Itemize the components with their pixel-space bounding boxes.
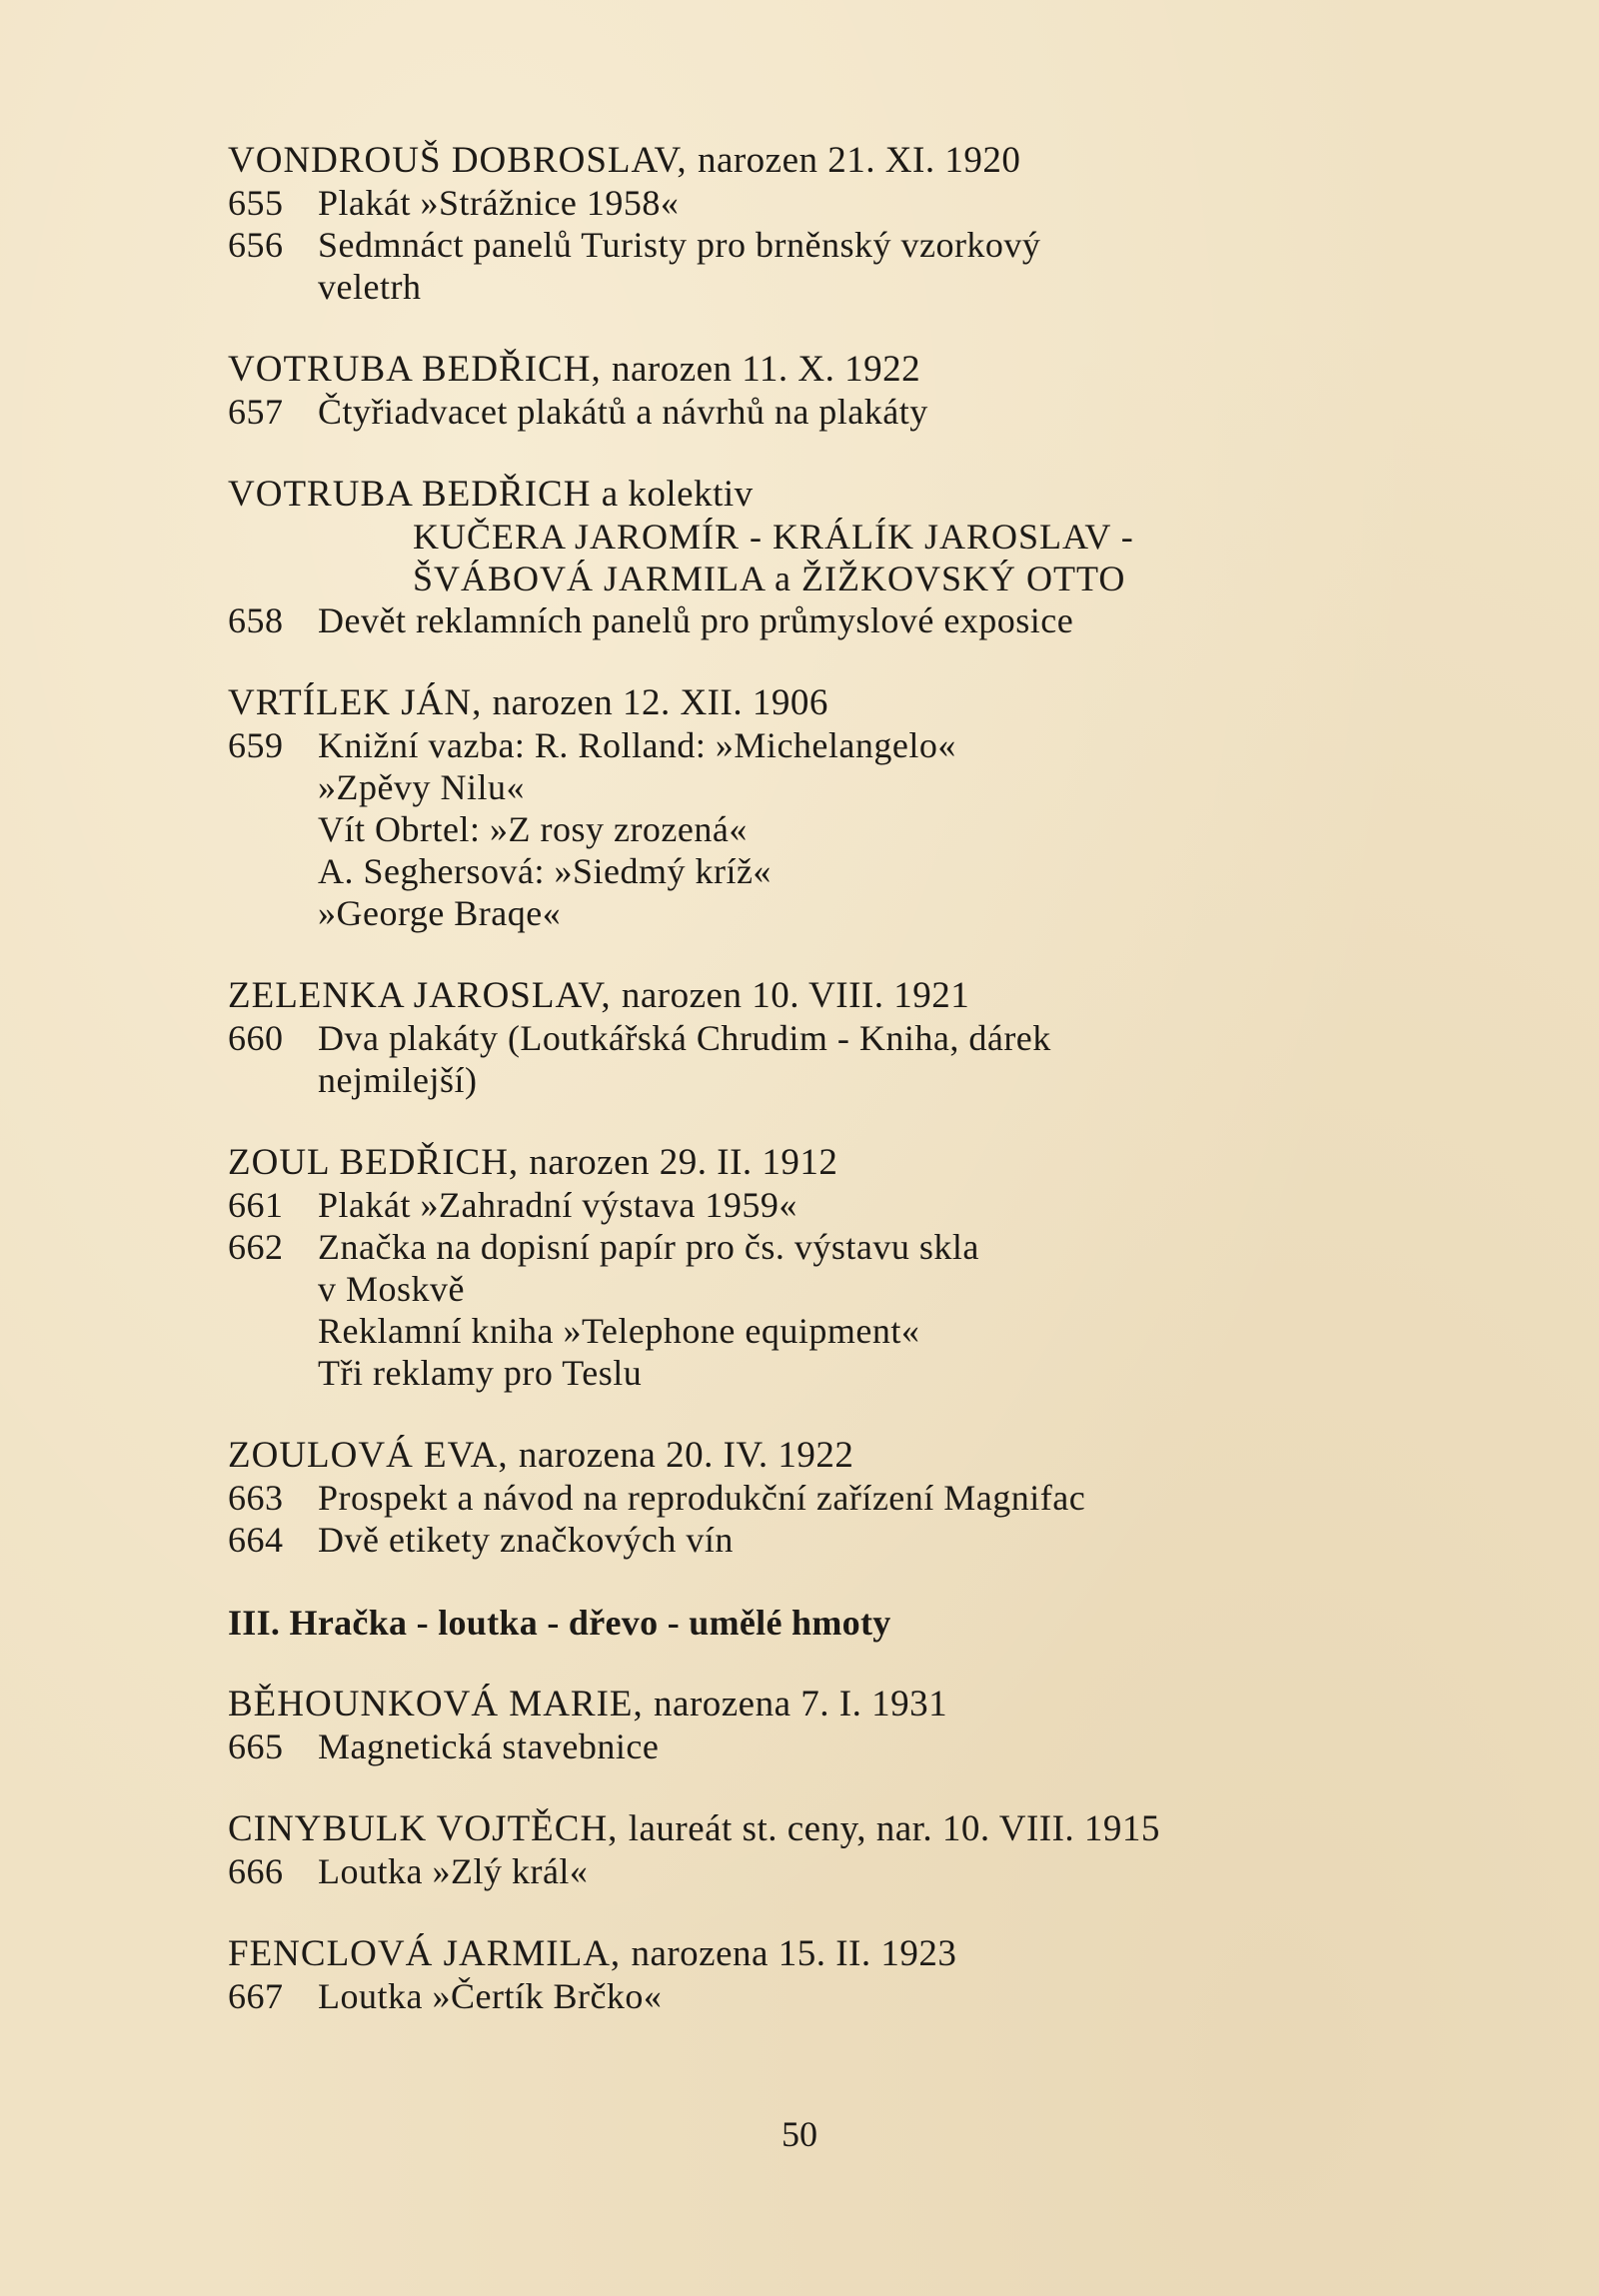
item-number: 659 [228,725,284,765]
catalog-entry [228,1435,1427,1561]
author-name: ZOUL BEDŘICH, [228,1142,520,1183]
item-description: veletrh [318,267,422,307]
item-description: Plakát »Strážnice 1958« [318,183,680,223]
item-number: 667 [228,1976,284,2016]
author-dates: a kolektiv [601,474,754,515]
item-description: »Zpěvy Nilu« [318,767,525,807]
item-number: 660 [228,1018,284,1058]
catalog-item-line [228,724,1427,766]
page-number: 50 [782,2114,817,2154]
catalog-entry [228,474,1427,641]
catalog-item-line [228,850,1427,892]
author-dates: narozena 15. II. 1923 [631,1933,957,1974]
item-number: 655 [228,183,284,223]
catalog-entry [228,140,1427,308]
catalog-item-line [228,1059,1427,1101]
entries-list-toys [228,1684,1427,2017]
item-number: 666 [228,1851,284,1891]
catalog-entry [228,682,1427,934]
entry-heading [228,975,1427,1017]
item-number: 665 [228,1726,284,1766]
item-description: Loutka »Zlý král« [318,1851,589,1891]
author-name: ZOULOVÁ EVA, [228,1435,509,1476]
catalog-entry [228,975,1427,1101]
item-description: Loutka »Čertík Brčko« [318,1976,663,2016]
catalog-item-line [228,892,1427,934]
catalog-item-line [228,1477,1427,1519]
author-name: ZELENKA JAROSLAV, [228,975,612,1016]
catalog-item-line [228,1725,1427,1767]
item-number: 657 [228,392,284,432]
page-content [228,140,1427,2058]
author-dates: narozena 20. IV. 1922 [518,1435,854,1476]
item-description: Knižní vazba: R. Rolland: »Michelangelo« [318,725,956,765]
catalog-item-line [228,391,1427,433]
catalog-entry [228,1808,1427,1892]
entry-heading [228,1435,1427,1477]
item-description: Značka na dopisní papír pro čs. výstavu skla [318,1227,979,1267]
item-number: 663 [228,1478,284,1518]
item-number: 664 [228,1520,284,1560]
catalog-item-line [228,766,1427,808]
catalog-item-line [228,1519,1427,1561]
entry-heading [228,474,1427,516]
author-name: CINYBULK VOJTĚCH, [228,1808,619,1849]
item-description: Čtyřiadvacet plakátů a návrhů na plakáty [318,392,928,432]
catalog-item-line [228,266,1427,308]
catalog-item-line [228,1850,1427,1892]
catalog-item-line [228,1184,1427,1226]
item-description: Prospekt a návod na reprodukční zařízení Magnifac [318,1478,1086,1518]
item-description: nejmilejší) [318,1060,478,1100]
catalog-item-line [228,1310,1427,1352]
entry-heading [228,1808,1427,1850]
item-description: »George Braqe« [318,893,562,933]
entry-heading [228,140,1427,182]
catalog-item-line [228,224,1427,266]
catalog-entry [228,1933,1427,2017]
entry-heading [228,349,1427,391]
entry-heading [228,1684,1427,1725]
author-dates: narozen 12. XII. 1906 [492,682,828,723]
author-name: BĚHOUNKOVÁ MARIE, [228,1684,644,1724]
catalog-item-line [228,182,1427,224]
author-dates: laureát st. ceny, nar. 10. VIII. 1915 [628,1808,1160,1849]
catalog-entry [228,1142,1427,1394]
author-name: VOTRUBA BEDŘICH, [228,349,602,390]
entry-heading [228,1933,1427,1975]
item-description: A. Seghersová: »Siedmý kríž« [318,851,772,891]
entry-heading [228,1142,1427,1184]
author-dates: narozen 11. X. 1922 [611,349,921,390]
item-description: Sedmnáct panelů Turisty pro brněnský vzorkový [318,225,1041,265]
author-name: VONDROUŠ DOBROSLAV, [228,140,688,181]
item-description: Vít Obrtel: »Z rosy zrozená« [318,809,748,849]
collaborator-line: ŠVÁBOVÁ JARMILA a ŽIŽKOVSKÝ OTTO [413,559,1126,598]
section-heading: III. Hračka - loutka - dřevo - umělé hmoty [228,1603,891,1643]
author-name: FENCLOVÁ JARMILA, [228,1933,622,1974]
entries-list-designers [228,140,1427,1561]
item-description: Dva plakáty (Loutkářská Chrudim - Kniha, dárek [318,1018,1051,1058]
author-dates: narozen 29. II. 1912 [529,1142,838,1183]
catalog-item-line [228,1352,1427,1394]
author-dates: narozen 21. XI. 1920 [697,140,1021,181]
collaborator-line: KUČERA JAROMÍR - KRÁLÍK JAROSLAV - [413,517,1134,557]
catalog-item-line [228,1268,1427,1310]
catalog-item-line [228,808,1427,850]
catalog-item-line [228,599,1427,641]
catalog-item-line [228,1226,1427,1268]
author-dates: narozen 10. VIII. 1921 [621,975,970,1016]
item-description: v Moskvě [318,1269,465,1309]
catalog-entry [228,1684,1427,1767]
author-name: VRTÍLEK JÁN, [228,682,483,723]
item-description: Reklamní kniha »Telephone equipment« [318,1311,920,1351]
item-number: 662 [228,1227,284,1267]
catalog-entry [228,349,1427,433]
item-description: Tři reklamy pro Teslu [318,1353,643,1393]
item-number: 661 [228,1185,284,1225]
item-description: Dvě etikety značkových vín [318,1520,734,1560]
item-number: 658 [228,600,284,640]
item-description: Devět reklamních panelů pro průmyslové exposice [318,600,1074,640]
catalog-item-line [228,1017,1427,1059]
item-description: Magnetická stavebnice [318,1726,660,1766]
entry-heading [228,682,1427,724]
item-description: Plakát »Zahradní výstava 1959« [318,1185,798,1225]
author-name: VOTRUBA BEDŘICH [228,474,592,515]
item-number: 656 [228,225,284,265]
author-dates: narozena 7. I. 1931 [654,1684,948,1724]
catalog-item-line [228,1975,1427,2017]
